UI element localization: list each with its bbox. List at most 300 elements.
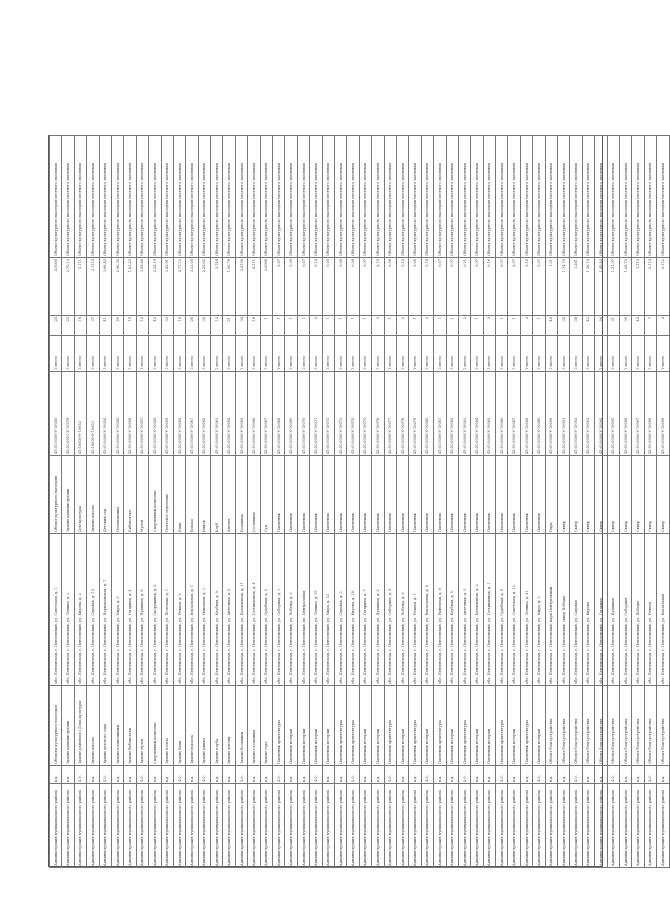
object-type-cell: Аптека [223,456,235,534]
cadastral-number-cell: 45:01:0000-У-10064 [223,372,235,456]
table-row [372,136,384,868]
category-cell: Объект культурного наследия местного значения [310,136,322,258]
purpose-cell: Спортивный комплекс [149,686,161,766]
count-cell: 3 [372,316,384,336]
cadastral-number-cell: 45:01:0000-У-10082 [446,372,458,456]
code-cell: в.к. [124,766,136,784]
table-row [235,136,247,868]
object-type-cell: Почтовое отделение [161,456,173,534]
area-cell: 1.46.83 [595,258,607,316]
area-cell: 3.33.05 [186,258,198,316]
cadastral-number-cell: 45:01:0000-У-10081 [434,372,446,456]
area-cell: 4.111 [248,258,260,316]
organization-cell: Администрация муниципального района [483,784,495,868]
cadastral-number-cell: 45:01:0000-У-10054 [99,372,111,456]
object-type-cell: Памятник [458,456,470,534]
table-row [273,136,285,868]
cadastral-number-cell: 45:01:0000-У-10056 [124,372,136,456]
unit-cell: 1 место [409,336,421,372]
object-type-cell: Сквер [595,456,607,534]
cadastral-number-cell: 45:01:0000-У-10080 [421,372,433,456]
address-cell: обл. Пензенская, г. Пензенский, ул. Спортивная, д. 2 [149,534,161,686]
category-cell: Объект культурного наследия местного значения [372,136,384,258]
purpose-cell: Здание почты [161,686,173,766]
count-cell: 1 [297,316,309,336]
code-cell: к.д. [161,766,173,784]
purpose-cell: Памятник истории [508,686,520,766]
table-row [248,136,260,868]
unit-cell: 1 место [347,336,359,372]
organization-cell: Администрация муниципального района [223,784,235,868]
address-cell: обл. Пензенская, г. Пензенский, ул. Мира, д. 3 [533,534,545,686]
area-cell: 3.58.88 [136,258,148,316]
table-row [384,136,396,868]
area-cell: 2.77.73 [173,258,185,316]
unit-cell: 1 место [285,336,297,372]
area-cell: 0.07 [496,258,508,316]
code-cell: к.д. [260,766,272,784]
area-cell: 2.70.13 [62,258,74,316]
code-cell: к.д. [111,766,123,784]
table-row [285,136,297,868]
object-type-cell: Памятник [508,456,520,534]
code-cell: 4.0. [198,766,210,784]
table-row [396,136,408,868]
organization-cell: Администрация муниципального района [260,784,272,868]
area-cell: 1.95.79 [223,258,235,316]
purpose-cell: Объект благоустройства [607,686,619,766]
table-row [50,136,62,868]
category-cell: Объект культурного наследия местного значения [99,136,111,258]
organization-cell: Администрация муниципального района [657,784,669,868]
area-cell: 1.08.72 [619,258,631,316]
address-cell: обл. Пензенская, г. Пензенский, ул. Гагарина [595,534,607,686]
count-cell: 1 [533,316,545,336]
address-cell: обл. Пензенская, г. Пензенский, ул. Садовая [570,534,582,686]
count-cell: 35 [558,316,570,336]
area-cell: 1.21.07 [607,258,619,316]
address-cell: обл. Пензенская, г. Пензенский, сквер Победы [558,534,570,686]
area-cell: 3.66.83 [99,258,111,316]
category-cell: Объект культурного наследия местного значения [149,136,161,258]
organization-cell: Администрация муниципального района [310,784,322,868]
object-type-cell: Сквер [619,456,631,534]
object-type-cell: Памятник [359,456,371,534]
object-type-cell: Спортивный комплекс [149,456,161,534]
table-row [409,136,421,868]
purpose-cell: Памятник архитектуры [409,686,421,766]
area-cell: 0.21 [458,258,470,316]
object-type-cell: Памятник [396,456,408,534]
count-cell: 42 [582,316,594,336]
purpose-cell: Памятник истории [396,686,408,766]
area-cell: 4.0000 [50,258,62,316]
purpose-cell: Здание гостиницы [248,686,260,766]
code-cell: в.к. [322,766,334,784]
object-type-cell: Памятник [334,456,346,534]
address-cell: обл. Пензенская, г. Пензенский, ул. Победы, д. 5 [285,534,297,686]
address-cell: обл. Пензенская, г. Пензенский, ул. Судебная, д. 5 [496,534,508,686]
table-row [359,136,371,868]
count-cell: 12 [136,316,148,336]
address-cell: обл. Пензенская, г. Пензенский, ул. Аптечная, д. 3 [458,534,470,686]
purpose-cell: Памятник архитектуры [347,686,359,766]
category-cell: Объект культурного наследия местного значения [396,136,408,258]
unit-cell: 1 место [644,336,656,372]
address-cell: обл. Пензенская, г. Пензенский, ул. Кирова, д. 18 [347,534,359,686]
object-type-cell: Сквер [558,456,570,534]
count-cell: 7 [644,316,656,336]
count-cell: 44 [632,316,644,336]
organization-cell: Администрация муниципального района [434,784,446,868]
category-cell: Объект культурного наследия местного значения [409,136,421,258]
area-cell: 0.07 [434,258,446,316]
code-cell: 4.0. [273,766,285,784]
address-cell: обл. Пензенская, г. Пензенский, ул. Речная, д. 1 [409,534,421,686]
count-cell: 22 [62,316,74,336]
purpose-cell: Памятник истории [285,686,297,766]
code-cell: 4.0. [421,766,433,784]
category-cell: Объект культурного наследия местного значения [446,136,458,258]
object-type-cell: Сквер [644,456,656,534]
cadastral-number-cell: 45:01:0000-У-10079 [409,372,421,456]
count-cell: 39 [619,316,631,336]
unit-cell: 1 место [545,336,557,372]
category-cell: Объект культурного наследия местного значения [334,136,346,258]
cadastral-number-cell: 45:01:0000-У-10069 [285,372,297,456]
purpose-cell: Памятник истории [372,686,384,766]
cadastral-number-cell: 45:01:0000-У-10077 [384,372,396,456]
table-row [322,136,334,868]
address-cell: обл. Пензенская, г. Пензенский, ул. Гагарина, д. 4 [124,534,136,686]
object-type-cell: Памятник [409,456,421,534]
code-cell: 4.0. [496,766,508,784]
unit-cell: 1 место [235,336,247,372]
register-table [49,135,670,868]
purpose-cell: Памятник архитектуры [520,686,532,766]
address-cell: обл. Пензенская, г. Пензенский, ул. Соборная, д. 4 [384,534,396,686]
code-cell: в.к. [508,766,520,784]
cadastral-number-cell: 45:01:0000-У-10086 [496,372,508,456]
area-cell: 0.08 [334,258,346,316]
organization-cell: Администрация муниципального района [99,784,111,868]
cadastral-number-cell: 45:01:0000-У-10089 [533,372,545,456]
area-cell: 1.36.10 [582,258,594,316]
area-cell: 0.07 [508,258,520,316]
category-cell: Объект культурного наследия местного значения [248,136,260,258]
organization-cell: Администрация муниципального района [62,784,74,868]
table-row [508,136,520,868]
count-cell: 1 [471,316,483,336]
code-cell: 4.0. [607,766,619,784]
address-cell: обл. Пензенская, г. Пензенский, ул. Гостиничная, д. 4 [248,534,260,686]
category-cell: Объект культурного наследия местного значения [186,136,198,258]
cadastral-number-cell: 45:01:0000-У-10073 [334,372,346,456]
table-row [198,136,210,868]
purpose-cell: Здание детского сада [99,686,111,766]
table-row [297,136,309,868]
category-cell: Объект культурного наследия местного значения [496,136,508,258]
organization-cell: Администрация муниципального района [161,784,173,868]
purpose-cell: Объект благоустройства [582,686,594,766]
category-cell: Объект культурного наследия местного значения [211,136,223,258]
category-cell: Объект культурного наследия местного значения [198,136,210,258]
category-cell: Объект культурного наследия местного значения [657,136,669,258]
table-row [657,136,669,868]
count-cell: 33 [161,316,173,336]
organization-cell: Администрация муниципального района [50,784,62,868]
area-cell: 0.16 [520,258,532,316]
unit-cell: 1 место [657,336,669,372]
organization-cell: Администрация муниципального района [570,784,582,868]
code-cell: 4.0. [570,766,582,784]
count-cell: 2 [310,316,322,336]
object-type-cell: Гостиница [248,456,260,534]
unit-cell: 1 место [87,336,99,372]
organization-cell: Администрация муниципального района [458,784,470,868]
purpose-cell: Памятник архитектуры [334,686,346,766]
purpose-cell: Здание администрации [62,686,74,766]
object-type-cell: Библиотека [124,456,136,534]
address-cell: обл. Пензенская, г. Пензенский, ул. Больничная, д. 2 [471,534,483,686]
object-type-cell: Музей [136,456,148,534]
unit-cell: 1 место [570,336,582,372]
count-cell: 1 [260,316,272,336]
count-cell: 29 [111,316,123,336]
count-cell: 2 [396,316,408,336]
count-cell: 45 [545,316,557,336]
organization-cell: Администрация муниципального района [533,784,545,868]
cadastral-number-cell: 45:01:0000-У-10090 [545,372,557,456]
cadastral-number-cell: 45:01:0000-У-10066 [248,372,260,456]
purpose-cell: Памятник истории [310,686,322,766]
area-cell: 0.07 [446,258,458,316]
object-type-cell: Памятник [496,456,508,534]
area-cell: 0.06 [384,258,396,316]
cadastral-number-cell: 45:01:0000-У-10057 [136,372,148,456]
table-row [62,136,74,868]
unit-cell: 1 место [198,336,210,372]
category-cell: Объект культурного наследия местного значения [273,136,285,258]
table-row [136,136,148,868]
purpose-cell: Памятник истории [471,686,483,766]
purpose-cell: Объект благоустройства [657,686,669,766]
cadastral-number-cell: 45:01:0000-У-10097 [632,372,644,456]
area-cell: 3.748 [211,258,223,316]
table-row [161,136,173,868]
organization-cell: Администрация муниципального района [409,784,421,868]
area-cell: 0.09 [285,258,297,316]
purpose-cell: Памятник истории [533,686,545,766]
unit-cell: 1 место [260,336,272,372]
area-cell: 0.07 [297,258,309,316]
address-cell: обл. Пензенская, г. Пензенский, ул. Садовая, д. 3 [334,534,346,686]
address-cell: обл. Пензенская, г. Пензенский, ул. Кирова [582,534,594,686]
code-cell: в.к. [359,766,371,784]
unit-cell: 1 место [632,336,644,372]
category-cell: Объект культурного наследия местного значения [285,136,297,258]
organization-cell: Администрация муниципального района [446,784,458,868]
unit-cell: 1 место [334,336,346,372]
object-type-cell: Памятник [347,456,359,534]
table-row [496,136,508,868]
unit-cell: 1 место [582,336,594,372]
address-cell: обл. Пензенская, г. Пензенский, ул. Мира, д. 5 [111,534,123,686]
address-cell: обл. Пензенская, г. Пензенский, ул. Вокзальная, д. 1 [186,534,198,686]
area-cell: 0.114 [644,258,656,316]
category-cell: Объект культурного наследия местного значения [558,136,570,258]
purpose-cell: Здание вокзала [186,686,198,766]
area-cell: 0.07 [359,258,371,316]
address-cell: обл. Пензенская, г. Пензенский, ул. Гагарина, д. 7 [359,534,371,686]
unit-cell: 1 место [124,336,136,372]
object-type-cell: Здание администрации [62,456,74,534]
address-cell: обл. Пензенская, г. Пензенский, ул. Вокзальная, д. 6 [421,534,433,686]
purpose-cell: Здание бани [173,686,185,766]
code-cell: 4.0. [533,766,545,784]
organization-cell: Администрация муниципального района [136,784,148,868]
unit-cell: 1 место [248,336,260,372]
organization-cell: Администрация муниципального района [471,784,483,868]
code-cell: в.к. [545,766,557,784]
address-cell: обл. Пензенская, г. Пензенский, ул. Пушкина [607,534,619,686]
category-cell: Объект культурного наследия местного значения [632,136,644,258]
organization-cell: Администрация муниципального района [384,784,396,868]
count-cell: 24 [50,316,62,336]
organization-cell: Администрация муниципального района [149,784,161,868]
cadastral-number-cell: 45:01:0000-У-10067 [260,372,272,456]
organization-cell: Администрация муниципального района [285,784,297,868]
code-cell: в.к. [87,766,99,784]
unit-cell: 1 место [558,336,570,372]
address-cell: обл. Пензенская, г. Пензенский, ул. Ленина, д. 21 [520,534,532,686]
object-type-cell: Памятник [322,456,334,534]
address-cell: обл. Пензенская, г. Пензенский, ул. Рыночная, д. 8 [434,534,446,686]
category-cell: Объект культурного наследия местного значения [582,136,594,258]
address-cell: обл. Пензенская, г. Пензенский, пл. Центральная [297,534,309,686]
purpose-cell: Здание больницы [235,686,247,766]
purpose-cell: Памятник истории [483,686,495,766]
purpose-cell: Памятник истории [421,686,433,766]
area-cell: 0.07 [533,258,545,316]
organization-cell: Администрация муниципального района [347,784,359,868]
cadastral-number-cell: 45:01:0000-У-10096 [619,372,631,456]
cadastral-number-cell: 45:01:0000-У-10099 [657,372,669,456]
area-cell: 0.07 [471,258,483,316]
organization-cell: Администрация муниципального района [496,784,508,868]
cadastral-number-cell: 45:01:0000-У-10063 [211,372,223,456]
count-cell: 15 [124,316,136,336]
code-cell: в.к. [471,766,483,784]
area-cell: 3.1114 [87,258,99,316]
code-cell: к.д. [483,766,495,784]
organization-cell: Администрация муниципального района [297,784,309,868]
object-type-cell: Памятник [310,456,322,534]
table-row [260,136,272,868]
category-cell: Объект культурного наследия местного значения [458,136,470,258]
table-body [50,136,670,868]
table-row [87,136,99,868]
address-cell: обл. Пензенская, г. Пензенский, ул. Садовая, д. 10 [87,534,99,686]
organization-cell: Администрация муниципального района [421,784,433,868]
organization-cell: Администрация муниципального района [273,784,285,868]
address-cell: обл. Пензенская, г. Пензенский, ул. Пушкина, д. 2 [372,534,384,686]
area-cell: 1.31 [545,258,557,316]
object-type-cell: Клуб [211,456,223,534]
unit-cell: 1 место [533,336,545,372]
object-type-cell: Памятник [273,456,285,534]
address-cell: обл. Пензенская, г. Пензенский, ул. Кирова, д. 2 [74,534,86,686]
area-cell: 2.25.62 [198,258,210,316]
rotated-table-container [49,136,665,868]
category-cell: Объект культурного наследия местного значения [50,136,62,258]
cadastral-number-cell: 45:01:0000-У-10093 [582,372,594,456]
code-cell: к.д. [446,766,458,784]
address-cell: обл. Пензенская, г. Пензенский, ул. Аптечная, д. 2 [223,534,235,686]
count-cell: 45 [149,316,161,336]
count-cell: 1 [496,316,508,336]
unit-cell: 1 место [310,336,322,372]
category-cell: Объект культурного наследия местного значения [74,136,86,258]
category-cell: Объект культурного наследия местного значения [520,136,532,258]
area-cell: 2.96.35 [111,258,123,316]
table-row [111,136,123,868]
purpose-cell: Здание школы [87,686,99,766]
unit-cell: 1 место [372,336,384,372]
area-cell: 0.07 [273,258,285,316]
table-row [458,136,470,868]
address-cell: обл. Пензенская, г. Пензенский, ул. Клубная, д. 5 [446,534,458,686]
category-cell: Объект культурного наследия местного значения [161,136,173,258]
code-cell: в.к. [248,766,260,784]
object-type-cell: Памятник [384,456,396,534]
organization-cell: Администрация муниципального района [582,784,594,868]
cadastral-number-cell: 45:01:0000-У-10085 [483,372,495,456]
organization-cell: Администрация муниципального района [211,784,223,868]
unit-cell: 1 место [99,336,111,372]
area-cell: 1.93.23 [124,258,136,316]
area-cell: 2.34.19 [149,258,161,316]
category-cell: Объект культурного наследия местного значения [508,136,520,258]
code-cell: к.д. [334,766,346,784]
unit-cell: 1 место [421,336,433,372]
table-row [619,136,631,868]
code-cell: в.к. [285,766,297,784]
count-cell: 19 [173,316,185,336]
area-cell: 1.281 [570,258,582,316]
unit-cell: 1 место [161,336,173,372]
purpose-cell: Памятник истории [359,686,371,766]
object-type-cell: Памятник [471,456,483,534]
area-cell: 0.112 [657,258,669,316]
count-cell: 21 [223,316,235,336]
purpose-cell: Объект благоустройства [558,686,570,766]
unit-cell: 1 место [458,336,470,372]
code-cell: к.д. [595,766,607,784]
table-row [595,136,607,868]
unit-cell: 1 место [483,336,495,372]
cadastral-number-cell: 45:01:0000-У-10070 [297,372,309,456]
unit-cell: 1 место [211,336,223,372]
table-row [99,136,111,868]
count-cell: 26 [595,316,607,336]
purpose-cell: Объекты культурного наследия [50,686,62,766]
purpose-cell: Здание районного Дома культуры [74,686,86,766]
area-cell: 0.16 [483,258,495,316]
cadastral-number-cell: 45:01:0000-У-10061 [186,372,198,456]
object-type-cell: Здание школы [87,456,99,534]
code-cell: к.д. [558,766,570,784]
